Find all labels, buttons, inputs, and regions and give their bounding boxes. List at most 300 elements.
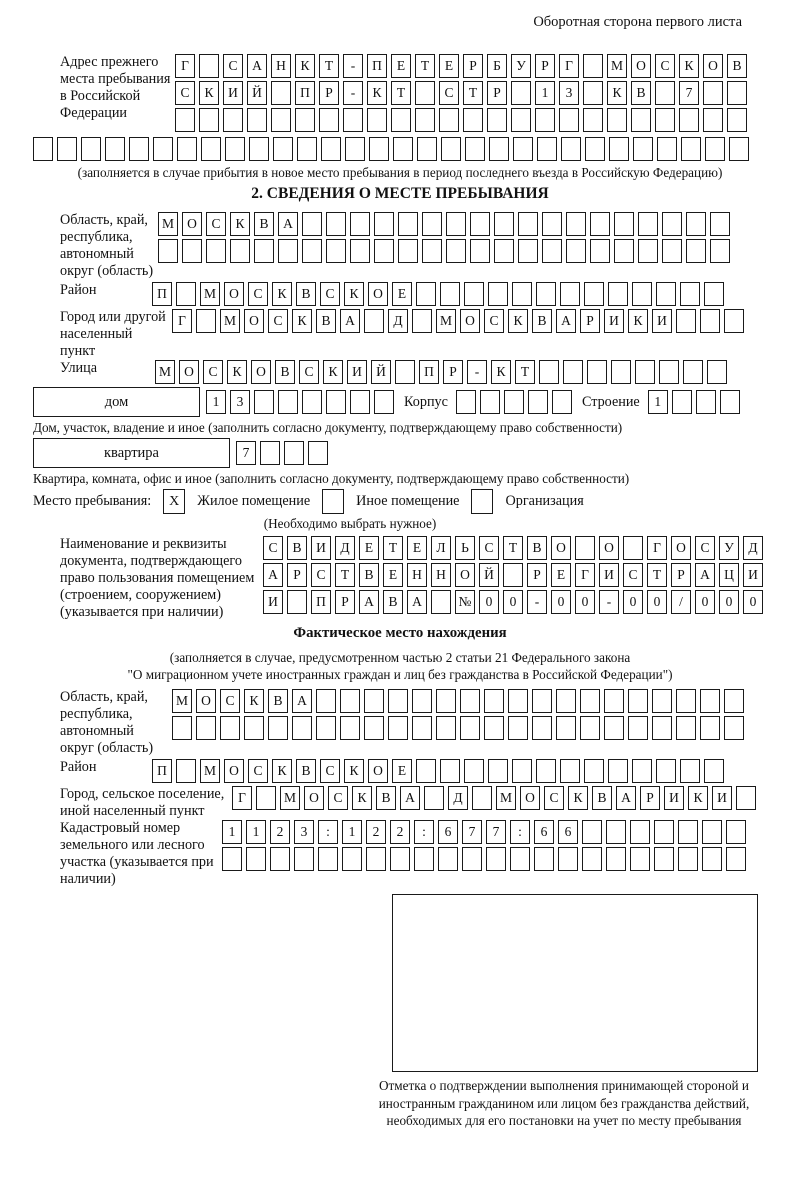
char-box (608, 759, 628, 783)
char-box (364, 716, 384, 740)
char-box-row (152, 759, 728, 783)
char-box (511, 81, 531, 105)
char-box-row (152, 282, 728, 306)
char-box (566, 239, 586, 263)
char-box (268, 716, 288, 740)
fact-raion-label: Район (60, 759, 97, 775)
dom-row (33, 387, 770, 417)
char-box (705, 137, 725, 161)
char-box (656, 759, 676, 783)
char-box: В (268, 689, 288, 713)
char-box (606, 820, 626, 844)
char-box: С (223, 54, 243, 78)
char-box (398, 212, 418, 236)
char-box-row (222, 820, 750, 844)
char-box (223, 108, 243, 132)
char-box (604, 689, 624, 713)
char-box (308, 441, 328, 465)
char-box: - (527, 590, 547, 614)
char-box (678, 847, 698, 871)
char-box (374, 390, 394, 414)
char-box: Г (575, 563, 595, 587)
char-box (225, 137, 245, 161)
char-box: 1 (222, 820, 242, 844)
char-box: М (607, 54, 627, 78)
char-box (176, 759, 196, 783)
char-box-row (263, 590, 767, 614)
char-box (590, 212, 610, 236)
char-box (582, 820, 602, 844)
char-box (503, 563, 523, 587)
char-box: К (508, 309, 528, 333)
char-box: К (244, 689, 264, 713)
char-box (436, 689, 456, 713)
char-box: Р (640, 786, 660, 810)
char-box (456, 390, 476, 414)
char-box: С (544, 786, 564, 810)
char-box (398, 239, 418, 263)
char-box: М (280, 786, 300, 810)
char-box: О (304, 786, 324, 810)
char-box (414, 847, 434, 871)
char-box (350, 239, 370, 263)
char-box: Р (580, 309, 600, 333)
char-box (488, 759, 508, 783)
char-box (244, 716, 264, 740)
char-box (345, 137, 365, 161)
char-box (438, 847, 458, 871)
char-box-row (175, 54, 751, 78)
fact-gorod-label: Город, сельское поселение, иной населенный пункт (60, 786, 225, 819)
char-box (672, 390, 692, 414)
char-box (326, 239, 346, 263)
char-box (584, 282, 604, 306)
char-box: С (320, 282, 340, 306)
char-box: И (223, 81, 243, 105)
char-box (686, 212, 706, 236)
char-box: Л (431, 536, 451, 560)
char-box (736, 786, 756, 810)
char-box (206, 239, 226, 263)
char-box (230, 239, 250, 263)
char-box (632, 759, 652, 783)
char-box: Т (335, 563, 355, 587)
char-box (580, 689, 600, 713)
char-box (391, 108, 411, 132)
char-box (512, 759, 532, 783)
char-box: - (599, 590, 619, 614)
char-box: 0 (503, 590, 523, 614)
char-box (439, 108, 459, 132)
char-box: - (343, 54, 363, 78)
char-box (270, 847, 290, 871)
char-box: Т (503, 536, 523, 560)
char-box: М (436, 309, 456, 333)
char-box (302, 239, 322, 263)
char-box (726, 820, 746, 844)
char-box: Р (463, 54, 483, 78)
char-box: 1 (246, 820, 266, 844)
char-box: В (296, 282, 316, 306)
char-box (559, 108, 579, 132)
char-box: Г (559, 54, 579, 78)
char-box (81, 137, 101, 161)
mesto-row (33, 489, 770, 514)
char-box: С (203, 360, 223, 384)
char-box (374, 239, 394, 263)
char-box (676, 689, 696, 713)
char-box (726, 847, 746, 871)
char-box: У (719, 536, 739, 560)
char-box (652, 716, 672, 740)
char-box (271, 108, 291, 132)
char-box (611, 360, 631, 384)
char-box: 7 (462, 820, 482, 844)
char-box (583, 54, 603, 78)
char-box: И (664, 786, 684, 810)
char-box: 7 (486, 820, 506, 844)
prev-address-rows (175, 54, 751, 135)
char-box: О (244, 309, 264, 333)
char-box: 2 (270, 820, 290, 844)
char-box (535, 108, 555, 132)
char-box (542, 239, 562, 263)
char-box (710, 212, 730, 236)
mesto-label: Место пребывания: (33, 493, 152, 509)
char-box (655, 81, 675, 105)
char-box: Й (247, 81, 267, 105)
char-box (254, 390, 274, 414)
char-box (388, 689, 408, 713)
doc-label: Наименование и реквизиты документа, подтверждающего право пользования помещением (строением, сооружением) (указывается при наличии) (60, 536, 255, 620)
char-box (340, 689, 360, 713)
oblast-label: Область, край, республика, автономный округ (область) (60, 212, 154, 279)
char-box: Г (172, 309, 192, 333)
char-box-row (263, 563, 767, 587)
char-box (366, 847, 386, 871)
char-box (635, 360, 655, 384)
char-box: Й (479, 563, 499, 587)
char-box (33, 137, 53, 161)
char-box (607, 108, 627, 132)
char-box (702, 847, 722, 871)
char-box (470, 212, 490, 236)
char-box: Д (388, 309, 408, 333)
char-box: В (532, 309, 552, 333)
char-box: Е (359, 536, 379, 560)
char-box (494, 212, 514, 236)
stamp-box (392, 894, 758, 1072)
char-box (584, 759, 604, 783)
char-box (609, 137, 629, 161)
char-box (350, 390, 370, 414)
char-box (374, 212, 394, 236)
char-box (633, 137, 653, 161)
char-box: Т (647, 563, 667, 587)
char-box (614, 239, 634, 263)
char-box (512, 282, 532, 306)
char-box (727, 108, 747, 132)
char-box: 0 (479, 590, 499, 614)
kadastr-field (30, 820, 770, 888)
char-box (534, 847, 554, 871)
char-box: К (295, 54, 315, 78)
char-box-row (232, 786, 760, 810)
prev-address-caption: (заполняется в случае прибытия в новое место пребывания в период последнего въезда в Российскую Федерацию) (77, 165, 723, 180)
char-box (436, 716, 456, 740)
char-box (129, 137, 149, 161)
char-box: В (275, 360, 295, 384)
char-box: Е (392, 759, 412, 783)
doc-field (30, 536, 770, 621)
char-box (724, 716, 744, 740)
char-box (415, 81, 435, 105)
char-box (364, 689, 384, 713)
char-box (542, 212, 562, 236)
char-box: Р (487, 81, 507, 105)
char-box (326, 212, 346, 236)
char-box (720, 390, 740, 414)
char-box: И (311, 536, 331, 560)
char-box: С (206, 212, 226, 236)
char-box (415, 108, 435, 132)
char-box (172, 716, 192, 740)
char-box: М (220, 309, 240, 333)
char-box: В (296, 759, 316, 783)
char-box (630, 820, 650, 844)
char-box: С (248, 759, 268, 783)
char-box: Д (743, 536, 763, 560)
char-box (367, 108, 387, 132)
char-box-row (33, 137, 770, 161)
char-box: А (400, 786, 420, 810)
char-box (412, 716, 432, 740)
char-box: О (671, 536, 691, 560)
char-box: А (556, 309, 576, 333)
char-box (679, 108, 699, 132)
char-box (321, 137, 341, 161)
char-box (295, 108, 315, 132)
char-box (604, 716, 624, 740)
char-box: С (220, 689, 240, 713)
char-box (590, 239, 610, 263)
char-box: Р (319, 81, 339, 105)
char-box: Е (551, 563, 571, 587)
char-box (659, 360, 679, 384)
char-box (340, 716, 360, 740)
char-box: К (367, 81, 387, 105)
char-box (464, 759, 484, 783)
char-box (727, 81, 747, 105)
char-box (704, 282, 724, 306)
char-box: Т (515, 360, 535, 384)
char-box (676, 309, 696, 333)
char-box (558, 847, 578, 871)
char-box: О (251, 360, 271, 384)
char-box (249, 137, 269, 161)
char-box-row (172, 309, 748, 333)
char-box-row (175, 108, 751, 132)
char-box (465, 137, 485, 161)
char-box: 0 (575, 590, 595, 614)
char-box (528, 390, 548, 414)
char-box: В (376, 786, 396, 810)
char-box (702, 820, 722, 844)
char-box (350, 212, 370, 236)
char-box (441, 137, 461, 161)
char-box: К (352, 786, 372, 810)
char-box: Е (383, 563, 403, 587)
char-box (57, 137, 77, 161)
kvartira-wide-box: квартира (33, 438, 230, 468)
char-box (582, 847, 602, 871)
char-box (632, 282, 652, 306)
char-box: 0 (551, 590, 571, 614)
char-box (460, 689, 480, 713)
char-box: № (455, 590, 475, 614)
char-box (196, 309, 216, 333)
char-box (552, 390, 572, 414)
gorod-label: Город или другой населенный пункт (60, 309, 166, 359)
char-box (680, 759, 700, 783)
char-box: 0 (695, 590, 715, 614)
char-box (724, 309, 744, 333)
char-box: Р (671, 563, 691, 587)
char-box: : (318, 820, 338, 844)
char-box: А (263, 563, 283, 587)
char-box: К (568, 786, 588, 810)
char-box: К (227, 360, 247, 384)
char-box (508, 689, 528, 713)
char-box (608, 282, 628, 306)
char-box (292, 716, 312, 740)
char-box (153, 137, 173, 161)
char-box (662, 239, 682, 263)
char-box (563, 360, 583, 384)
char-box (416, 282, 436, 306)
fact-oblast-label: Область, край, республика, автономный округ (область) (60, 689, 154, 756)
char-box (518, 212, 538, 236)
char-box (683, 360, 703, 384)
char-box (422, 239, 442, 263)
char-box: С (320, 759, 340, 783)
char-box (326, 390, 346, 414)
prev-address-field (30, 54, 770, 135)
char-box: С (484, 309, 504, 333)
char-box (260, 441, 280, 465)
char-box: К (230, 212, 250, 236)
ulitsa-field (30, 360, 770, 387)
char-box (222, 847, 242, 871)
fact-oblast-field (30, 689, 770, 757)
char-box (316, 716, 336, 740)
char-box (278, 390, 298, 414)
char-box: Р (443, 360, 463, 384)
char-box: К (628, 309, 648, 333)
char-box: О (224, 282, 244, 306)
char-box (395, 360, 415, 384)
char-box-row (456, 390, 576, 414)
fact-oblast-rows (172, 689, 748, 743)
char-box: 3 (559, 81, 579, 105)
char-box (700, 309, 720, 333)
char-box (462, 847, 482, 871)
char-box: М (200, 282, 220, 306)
char-box: 0 (623, 590, 643, 614)
char-box (532, 689, 552, 713)
char-box: С (311, 563, 331, 587)
char-box: А (292, 689, 312, 713)
char-box: Р (335, 590, 355, 614)
char-box: 2 (366, 820, 386, 844)
option-inoe-label: Иное помещение (356, 493, 460, 509)
fact-note-2: "О миграционном учете иностранных граждан и лиц без гражданства в Российской Федерации") (127, 667, 673, 682)
char-box: О (599, 536, 619, 560)
char-box (585, 137, 605, 161)
char-box-row (206, 390, 398, 414)
oblast-field (30, 212, 770, 280)
dom-caption: Дом, участок, владение и иное (заполнить согласно документу, подтверждающему право собственности) (33, 420, 623, 435)
char-box (680, 282, 700, 306)
char-box (416, 759, 436, 783)
char-box (393, 137, 413, 161)
char-box: Ь (455, 536, 475, 560)
char-box (537, 137, 557, 161)
doc-rows (263, 536, 767, 617)
char-box (460, 716, 480, 740)
char-box-row (175, 81, 751, 105)
char-box (287, 590, 307, 614)
char-box: С (268, 309, 288, 333)
char-box (319, 108, 339, 132)
char-box (343, 108, 363, 132)
char-box: А (695, 563, 715, 587)
header-note: Оборотная сторона первого листа (533, 14, 742, 30)
char-box: А (340, 309, 360, 333)
char-box (511, 108, 531, 132)
oblast-rows (158, 212, 734, 266)
char-box (201, 137, 221, 161)
char-box: Ц (719, 563, 739, 587)
char-box (638, 212, 658, 236)
raion-field (30, 282, 770, 309)
char-box (536, 282, 556, 306)
char-box: И (712, 786, 732, 810)
char-box (470, 239, 490, 263)
char-box: О (520, 786, 540, 810)
char-box (318, 847, 338, 871)
section2-title: 2. СВЕДЕНИЯ О МЕСТЕ ПРЕБЫВАНИЯ (251, 185, 549, 202)
char-box (560, 282, 580, 306)
char-box (220, 716, 240, 740)
char-box (614, 212, 634, 236)
char-box: О (703, 54, 723, 78)
char-box: Р (287, 563, 307, 587)
char-box (489, 137, 509, 161)
char-box: А (359, 590, 379, 614)
char-box: О (179, 360, 199, 384)
char-box-row (236, 441, 332, 465)
char-box (294, 847, 314, 871)
char-box (297, 137, 317, 161)
char-box (177, 137, 197, 161)
char-box-row (158, 239, 734, 263)
char-box (566, 212, 586, 236)
char-box (302, 212, 322, 236)
char-box: К (323, 360, 343, 384)
char-box (424, 786, 444, 810)
char-box (494, 239, 514, 263)
